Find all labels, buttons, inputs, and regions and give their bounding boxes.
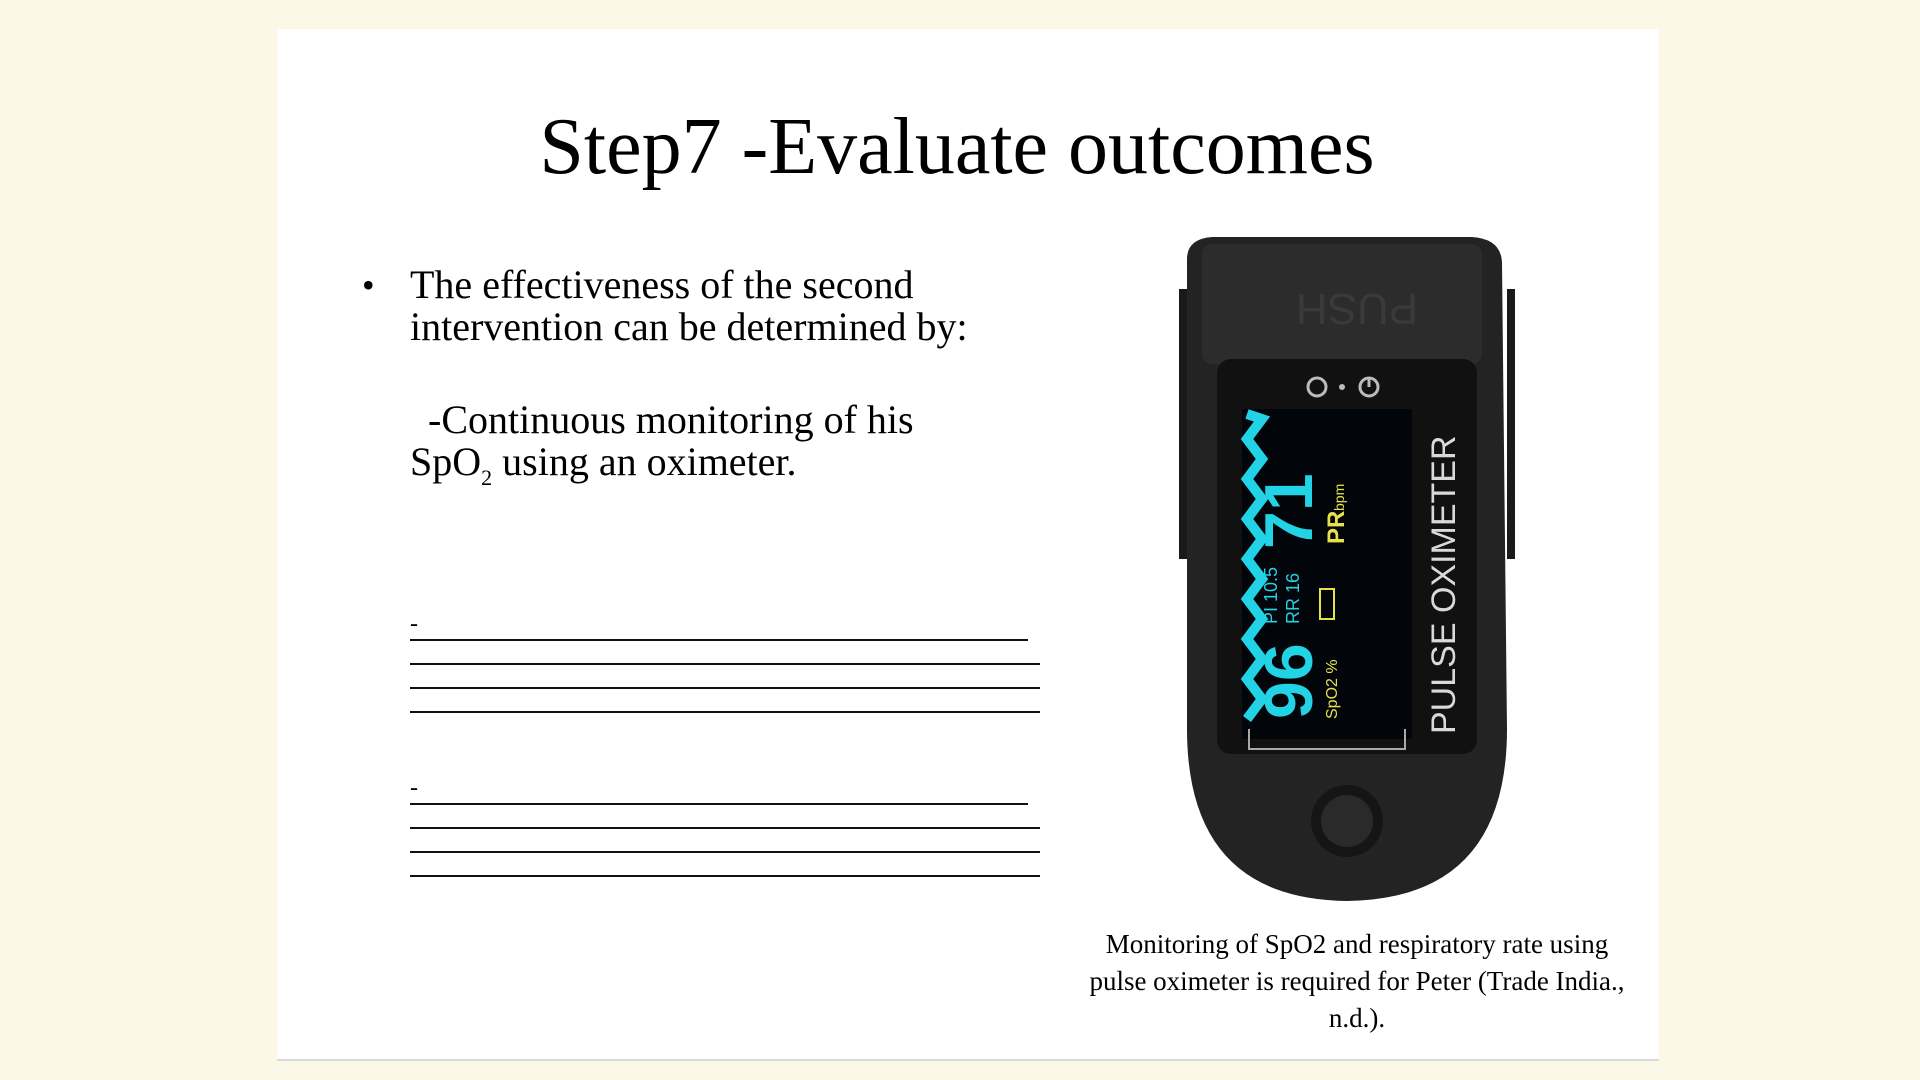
blank-marker: -: [410, 611, 418, 637]
spo2-label: SpO2 %: [1324, 659, 1341, 719]
fill-line: [410, 829, 1040, 853]
power-button: [1321, 795, 1373, 847]
fill-line: [410, 641, 1040, 665]
fill-line: [410, 611, 1028, 641]
fill-in-blank-2: [410, 775, 1040, 877]
fill-line: [410, 689, 1040, 713]
fill-in-blank-1: [410, 611, 1040, 713]
pulse-oximeter-image: [1157, 229, 1557, 909]
push-label: PUSH: [1295, 284, 1419, 333]
image-caption: Monitoring of SpO2 and respiratory rate using pulse oximeter is required for Peter (Trade India., n.d.).: [1089, 929, 1625, 1033]
sub-item-monitoring: [410, 397, 1030, 490]
brand-label: PULSE OXIMETER: [1425, 435, 1463, 734]
pr-label: PR: [1323, 510, 1350, 544]
blank-marker: -: [410, 775, 418, 801]
fill-line: [410, 665, 1040, 689]
sub-item-line1: -Continuous monitoring of his: [428, 397, 914, 442]
sub-item-rest: using an oximeter.: [492, 439, 797, 484]
slide: [277, 29, 1659, 1061]
fill-line: [410, 853, 1040, 877]
sub-item-subscript: 2: [481, 465, 493, 490]
rr-label: RR 16: [1283, 572, 1303, 624]
bullet-text: The effectiveness of the second intervention can be determined by:: [410, 262, 968, 349]
fill-line: [410, 775, 1028, 805]
slide-title: Step7 -Evaluate outcomes: [539, 103, 1375, 191]
pr-unit: bpm: [1331, 483, 1347, 511]
sub-item-spo: SpO: [410, 439, 482, 484]
pi-label: PI 10.5: [1261, 566, 1281, 624]
spo2-value: 96: [1251, 643, 1327, 719]
bullet-marker: •: [362, 265, 375, 305]
fill-line: [410, 805, 1040, 829]
pr-value: 71: [1251, 473, 1327, 549]
